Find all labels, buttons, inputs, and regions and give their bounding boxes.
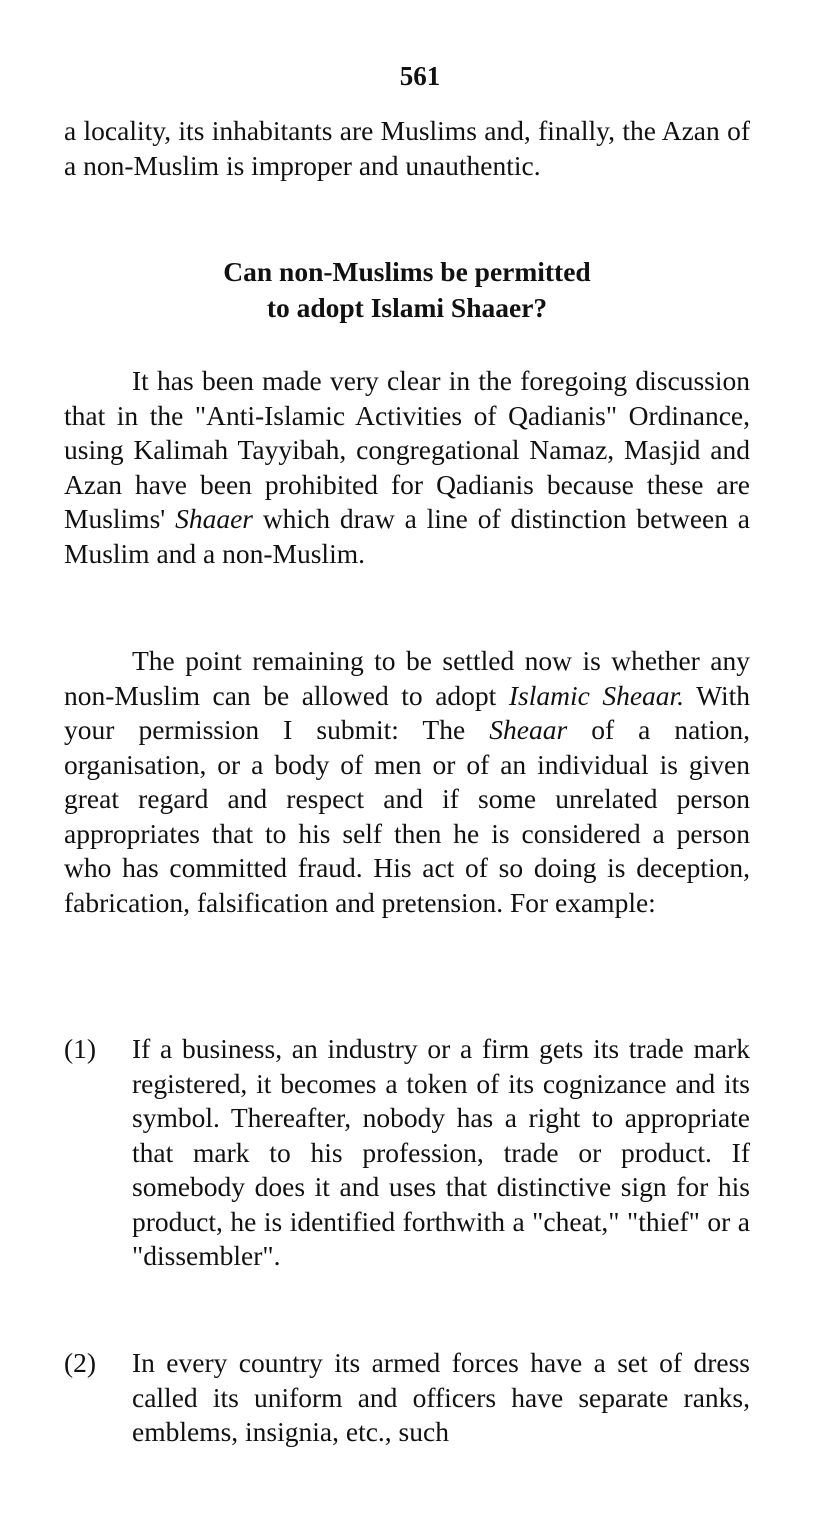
section-heading	[64, 254, 750, 326]
page-number: 561	[399, 61, 441, 91]
paragraph-text: of a nation, organisation, or a body of men or of an individual is given great regard and respect and if some unrelated person appropriates that to his self then he is considered a person who has committed fraud. His act of so doing is deception, fabrication, falsification and pretension. For example:	[64, 714, 751, 918]
list-item	[64, 1346, 750, 1450]
heading-line-2: to adopt Islami Shaaer?	[266, 292, 548, 323]
italic-term: Sheaar	[489, 714, 568, 745]
heading-line-1: Can non-Muslims be permitted	[223, 256, 591, 287]
italic-term: Islamic Sheaar.	[508, 679, 685, 711]
intro-paragraph: a locality, its inhabitants are Muslims and, finally, the Azan of a non-Muslim is improper and unauthentic.	[64, 115, 750, 181]
paragraph-text: It has been made very clear in the foregoing discussion that in the "Anti-Islamic Activities of Qadianis" Ordinance, using Kalimah Tayyibah, congregational Namaz, Masjid and Azan have been prohibited for Qadianis because these are Muslims'	[64, 365, 750, 534]
list-item-number: (1)	[64, 1033, 97, 1064]
list-item-text: If a business, an industry or a firm gets its trade mark registered, it becomes a token of its cognizance and its symbol. Thereafter, nobody has a right to appropriate that mark to his profession, trade or product. If somebody does it and uses that distinctive sign for his product, he is identified forthwith a "cheat," "thief" or a "dissembler".	[132, 1033, 750, 1271]
paragraph-point-remaining	[64, 644, 750, 920]
list-item-number: (2)	[64, 1347, 97, 1378]
list-item	[64, 1032, 750, 1274]
paragraph-foregoing-discussion	[64, 364, 750, 571]
italic-term: Shaaer	[175, 503, 253, 534]
paragraph-text: which draw a line of distinction between a Muslim and a non-Muslim.	[64, 503, 751, 569]
paragraph-text: With your permission I submit: The	[64, 679, 750, 745]
list-item-text: In every country its armed forces have a set of dress called its uniform and officers have separate ranks, emblems, insignia, etc., such	[132, 1347, 750, 1447]
paragraph-text: The point remaining to be settled now is whether any non-Muslim can be allowed to adopt	[64, 645, 750, 711]
